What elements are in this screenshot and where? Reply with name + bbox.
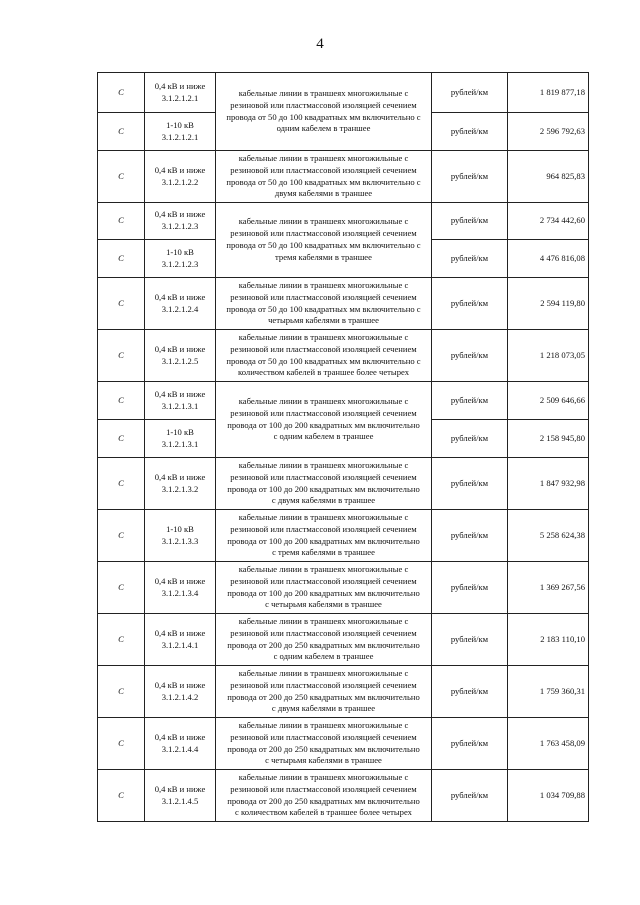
unit-cell: рублей/км [432, 330, 508, 382]
description-line: с двумя кабелями в траншее [271, 703, 376, 714]
unit-cell: рублей/км [432, 151, 508, 203]
unit-cell: рублей/км [432, 203, 508, 240]
voltage-label: 0,4 кВ и ниже [154, 388, 206, 399]
description-cell [216, 458, 432, 510]
description-line: кабельные линии в траншеях многожильные с [238, 152, 409, 163]
description-line: резиновой или пластмассовой изоляцией сечением [230, 783, 417, 794]
value-cell: 2 158 945,80 [508, 420, 589, 458]
unit-cell: рублей/км [432, 718, 508, 770]
unit-cell: рублей/км [432, 382, 508, 420]
value-cell: 1 034 709,88 [508, 770, 589, 822]
category-letter: C [98, 240, 145, 278]
description-line: кабельные линии в траншеях многожильные с [238, 667, 409, 678]
unit-cell: рублей/км [432, 278, 508, 330]
value-cell: 2 734 442,60 [508, 203, 589, 240]
value-cell: 1 369 267,56 [508, 562, 589, 614]
voltage-cell [145, 203, 216, 240]
voltage-label: 0,4 кВ и ниже [154, 783, 206, 794]
description-line: резиновой или пластмассовой изоляцией сечением [230, 99, 417, 110]
unit-cell: рублей/км [432, 240, 508, 278]
category-letter: C [98, 510, 145, 562]
description-cell [216, 203, 432, 278]
description-cell [216, 382, 432, 458]
table-row [98, 614, 589, 666]
description-line: провода от 100 до 200 квадратных мм включительно [227, 535, 420, 546]
voltage-cell [145, 330, 216, 382]
voltage-label: 0,4 кВ и ниже [154, 575, 206, 586]
description-line: кабельные линии в траншеях многожильные с [238, 279, 409, 290]
description-line: провода от 200 до 250 квадратных мм включительно [227, 639, 420, 650]
item-code: 3.1.2.1.3.4 [161, 587, 199, 598]
table-row [98, 770, 589, 822]
voltage-cell [145, 420, 216, 458]
category-letter: C [98, 420, 145, 458]
description-line: резиновой или пластмассовой изоляцией сечением [230, 575, 417, 586]
value-cell: 1 847 932,98 [508, 458, 589, 510]
voltage-cell [145, 278, 216, 330]
description-line: резиновой или пластмассовой изоляцией сечением [230, 164, 417, 175]
description-line: с одним кабелем в траншее [273, 651, 374, 662]
unit-cell: рублей/км [432, 420, 508, 458]
voltage-cell [145, 666, 216, 718]
description-cell [216, 614, 432, 666]
category-letter: C [98, 203, 145, 240]
category-letter: C [98, 562, 145, 614]
item-code: 3.1.2.1.3.1 [161, 400, 199, 411]
description-cell [216, 666, 432, 718]
description-line: резиновой или пластмассовой изоляцией сечением [230, 731, 417, 742]
value-cell: 4 476 816,08 [508, 240, 589, 278]
table-row [98, 330, 589, 382]
description-line: двумя кабелями в траншее [274, 188, 373, 199]
voltage-label: 1-10 кВ [166, 523, 194, 534]
item-code: 3.1.2.1.3.1 [161, 438, 199, 449]
value-cell: 2 183 110,10 [508, 614, 589, 666]
voltage-cell [145, 458, 216, 510]
description-line: провода от 100 до 200 квадратных мм включительно [227, 587, 420, 598]
category-letter: C [98, 770, 145, 822]
table-row [98, 458, 589, 510]
voltage-label: 0,4 кВ и ниже [154, 164, 206, 175]
page-number: 4 [316, 36, 324, 52]
table-row [98, 382, 589, 420]
value-cell: 2 596 792,63 [508, 113, 589, 151]
description-line: кабельные линии в траншеях многожильные с [238, 615, 409, 626]
description-line: кабельные линии в траншеях многожильные с [238, 771, 409, 782]
unit-cell: рублей/км [432, 770, 508, 822]
description-line: провода от 200 до 250 квадратных мм включительно [227, 795, 420, 806]
tariff-table [97, 72, 589, 822]
description-line: резиновой или пластмассовой изоляцией сечением [230, 291, 417, 302]
category-letter: C [98, 614, 145, 666]
category-letter: C [98, 278, 145, 330]
item-code: 3.1.2.1.4.5 [161, 795, 199, 806]
value-cell: 1 763 458,09 [508, 718, 589, 770]
item-code: 3.1.2.1.2.5 [161, 355, 199, 366]
description-line: кабельные линии в траншеях многожильные с [238, 87, 409, 98]
voltage-cell [145, 562, 216, 614]
voltage-cell [145, 510, 216, 562]
unit-cell: рублей/км [432, 73, 508, 113]
description-line: одним кабелем в траншее [276, 123, 371, 134]
voltage-cell [145, 151, 216, 203]
item-code: 3.1.2.1.3.3 [161, 535, 199, 546]
description-line: резиновой или пластмассовой изоляцией сечением [230, 627, 417, 638]
unit-cell: рублей/км [432, 614, 508, 666]
category-letter: C [98, 113, 145, 151]
table-row [98, 151, 589, 203]
item-code: 3.1.2.1.2.2 [161, 176, 199, 187]
item-code: 3.1.2.1.2.3 [161, 258, 199, 269]
voltage-label: 0,4 кВ и ниже [154, 291, 206, 302]
value-cell: 964 825,83 [508, 151, 589, 203]
voltage-label: 1-10 кВ [166, 426, 194, 437]
table-row [98, 562, 589, 614]
description-cell [216, 151, 432, 203]
description-line: провода от 50 до 100 квадратных мм включительно с [226, 111, 421, 122]
table-row [98, 718, 589, 770]
category-letter: C [98, 73, 145, 113]
value-cell: 1 218 073,05 [508, 330, 589, 382]
description-line: провода от 100 до 200 квадратных мм включительно [227, 483, 420, 494]
table-row [98, 510, 589, 562]
description-line: тремя кабелями в траншее [275, 251, 372, 262]
category-letter: C [98, 382, 145, 420]
description-line: с четырьмя кабелями в траншее [265, 755, 382, 766]
item-code: 3.1.2.1.2.1 [161, 131, 199, 142]
voltage-label: 0,4 кВ и ниже [154, 209, 206, 220]
description-line: провода от 50 до 100 квадратных мм включительно с [226, 355, 421, 366]
value-cell: 1 759 360,31 [508, 666, 589, 718]
description-line: резиновой или пластмассовой изоляцией сечением [230, 343, 417, 354]
description-line: провода от 50 до 100 квадратных мм включительно с [226, 240, 421, 250]
description-line: кабельные линии в траншеях многожильные с [238, 719, 409, 730]
category-letter: C [98, 458, 145, 510]
description-cell [216, 278, 432, 330]
description-line: с одним кабелем в траншее [273, 431, 374, 442]
description-cell [216, 73, 432, 151]
description-line: резиновой или пластмассовой изоляцией сечением [230, 228, 417, 239]
value-cell: 2 509 646,66 [508, 382, 589, 420]
item-code: 3.1.2.1.2.3 [161, 221, 199, 231]
description-cell [216, 510, 432, 562]
description-line: с двумя кабелями в траншее [271, 495, 376, 506]
description-line: четырьмя кабелями в траншее [268, 315, 379, 326]
voltage-cell [145, 770, 216, 822]
category-letter: C [98, 151, 145, 203]
voltage-cell [145, 614, 216, 666]
voltage-cell [145, 382, 216, 420]
item-code: 3.1.2.1.2.1 [161, 92, 199, 103]
description-line: провода от 200 до 250 квадратных мм включительно [227, 691, 420, 702]
voltage-cell [145, 718, 216, 770]
item-code: 3.1.2.1.4.1 [161, 639, 199, 650]
item-code: 3.1.2.1.3.2 [161, 483, 199, 494]
description-line: резиновой или пластмассовой изоляцией сечением [230, 523, 417, 534]
voltage-cell [145, 240, 216, 278]
voltage-cell [145, 73, 216, 113]
value-cell: 1 819 877,18 [508, 73, 589, 113]
description-line: кабельные линии в траншеях многожильные с [238, 331, 409, 342]
description-line: кабельные линии в траншеях многожильные с [238, 511, 409, 522]
voltage-label: 0,4 кВ и ниже [154, 731, 206, 742]
category-letter: C [98, 330, 145, 382]
table-row [98, 73, 589, 113]
description-line: резиновой или пластмассовой изоляцией сечением [230, 471, 417, 482]
voltage-label: 0,4 кВ и ниже [154, 80, 206, 91]
description-line: кабельные линии в траншеях многожильные с [238, 563, 409, 574]
item-code: 3.1.2.1.4.4 [161, 743, 199, 754]
description-line: провода от 50 до 100 квадратных мм включительно с [226, 176, 421, 187]
description-line: провода от 200 до 250 квадратных мм включительно [227, 743, 420, 754]
unit-cell: рублей/км [432, 458, 508, 510]
value-cell: 5 258 624,38 [508, 510, 589, 562]
voltage-label: 0,4 кВ и ниже [154, 471, 206, 482]
voltage-cell [145, 113, 216, 151]
voltage-label: 0,4 кВ и ниже [154, 679, 206, 690]
description-line: провода от 100 до 200 квадратных мм включительно [227, 419, 420, 430]
description-line: кабельные линии в траншеях многожильные с [238, 395, 409, 406]
item-code: 3.1.2.1.2.4 [161, 303, 199, 314]
voltage-label: 0,4 кВ и ниже [154, 627, 206, 638]
unit-cell: рублей/км [432, 562, 508, 614]
voltage-label: 0,4 кВ и ниже [154, 343, 206, 354]
description-line: кабельные линии в траншеях многожильные с [238, 459, 409, 470]
description-cell [216, 718, 432, 770]
description-line: с четырьмя кабелями в траншее [265, 599, 382, 610]
table-row [98, 278, 589, 330]
description-line: провода от 50 до 100 квадратных мм включительно с [226, 303, 421, 314]
unit-cell: рублей/км [432, 510, 508, 562]
category-letter: C [98, 666, 145, 718]
unit-cell: рублей/км [432, 113, 508, 151]
description-line: кабельные линии в траншеях многожильные с [238, 216, 409, 227]
description-line: резиновой или пластмассовой изоляцией сечением [230, 679, 417, 690]
description-line: с количеством кабелей в траншее более четырех [235, 807, 412, 818]
description-cell [216, 330, 432, 382]
description-line: с тремя кабелями в траншее [272, 547, 375, 558]
description-cell [216, 770, 432, 822]
table-row [98, 666, 589, 718]
voltage-label: 1-10 кВ [166, 119, 194, 130]
table-row [98, 203, 589, 240]
category-letter: C [98, 718, 145, 770]
description-cell [216, 562, 432, 614]
description-line: количеством кабелей в траншее более четырех [238, 367, 409, 378]
value-cell: 2 594 119,80 [508, 278, 589, 330]
description-line: резиновой или пластмассовой изоляцией сечением [230, 407, 417, 418]
voltage-label: 1-10 кВ [166, 246, 194, 257]
item-code: 3.1.2.1.4.2 [161, 691, 199, 702]
unit-cell: рублей/км [432, 666, 508, 718]
